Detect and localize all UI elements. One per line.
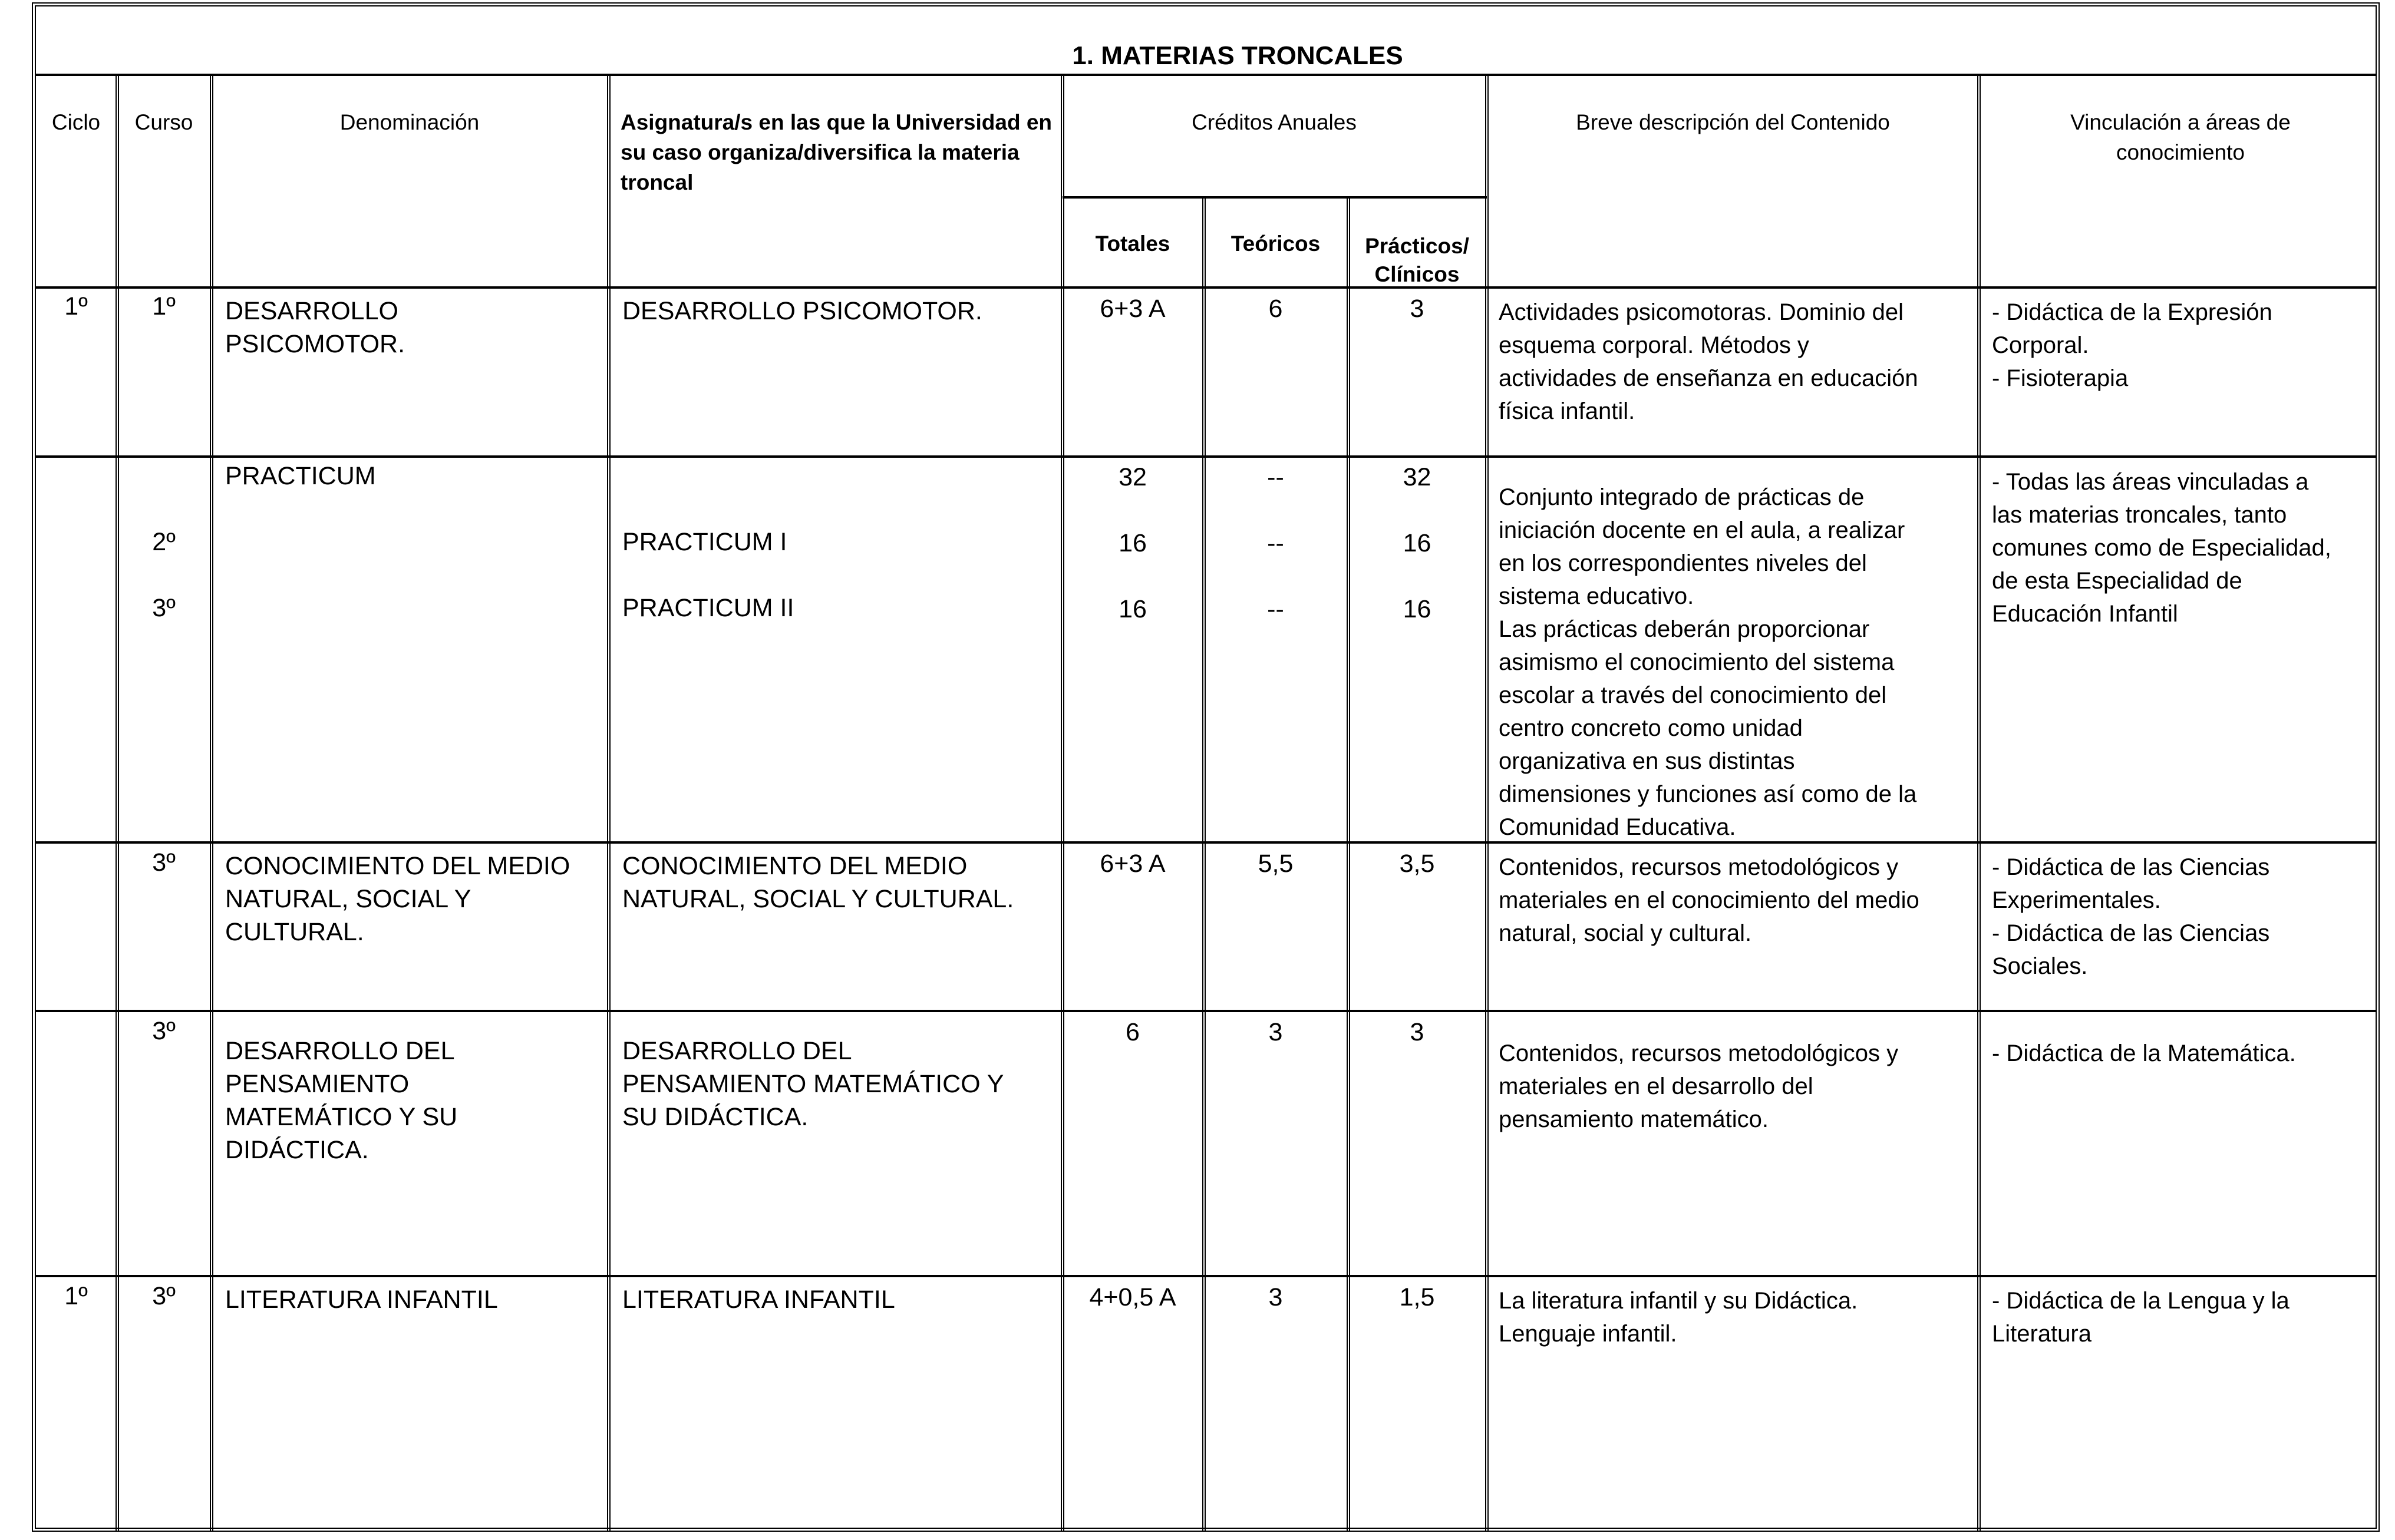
table-row-3-vinculacion: - Didáctica de las Ciencias Experimentales. - Didáctica de las Ciencias Sociales.	[1992, 854, 2270, 979]
table-row-1-totales: 6+3 A	[1100, 295, 1166, 323]
table-row-5-curso: 3º	[152, 1282, 176, 1310]
table-row-3-teoricos: 5,5	[1258, 850, 1294, 878]
table-row-1-denominacion: DESARROLLO PSICOMOTOR.	[225, 297, 405, 358]
table-row-3-descripcion: Contenidos, recursos metodológicos y materiales en el conocimiento del medio natural, social y cultural.	[1499, 854, 1919, 946]
table-row-4-practicos: 3	[1410, 1018, 1424, 1046]
rule-row-1	[35, 455, 2376, 458]
header-creditos: Créditos Anuales	[1192, 110, 1357, 134]
rule-under-title	[35, 74, 2376, 76]
table-row-4-denominacion: DESARROLLO DEL PENSAMIENTO MATEMÁTICO Y SU DIDÁCTICA.	[225, 1037, 458, 1164]
table-row-4-asignatura: DESARROLLO DEL PENSAMIENTO MATEMÁTICO Y SU DIDÁCTICA.	[622, 1037, 1004, 1131]
header-vinculacion: Vinculación a áreas de conocimiento	[2070, 110, 2291, 164]
table-row-4-curso: 3º	[152, 1017, 176, 1045]
table-row-5-ciclo: 1º	[64, 1282, 88, 1310]
col-rule-8	[1977, 74, 1981, 1532]
table-row-3-denominacion: CONOCIMIENTO DEL MEDIO NATURAL, SOCIAL Y CULTURAL.	[225, 852, 570, 946]
table-row-1-practicos: 3	[1410, 295, 1424, 323]
table-row-4-descripcion: Contenidos, recursos metodológicos y materiales en el desarrollo del pensamiento matemático.	[1499, 1040, 1899, 1132]
col-rule-2	[210, 74, 213, 1532]
table-row-2-descripcion: Conjunto integrado de prácticas de iniciación docente en el aula, a realizar en los correspondientes niveles del sistema educativo. Las prácticas deberán proporcionar asimismo el conocimiento del sistema escolar a través del conocimiento del centro concreto como unidad organizativa en sus distintas dimensiones y funciones así como de la Comunidad Educativa.	[1499, 484, 1917, 840]
table-row-2-practicos-1: 32	[1403, 463, 1431, 491]
header-ciclo: Ciclo	[51, 110, 101, 134]
header-curso: Curso	[134, 110, 193, 134]
table-row-2-denominacion: PRACTICUM	[225, 462, 376, 490]
table-row-5-vinculacion: - Didáctica de la Lengua y la Literatura	[1992, 1288, 2290, 1347]
table-row-5-practicos: 1,5	[1399, 1283, 1435, 1311]
col-rule-7	[1485, 74, 1489, 1532]
table-row-5-descripcion: La literatura infantil y su Didáctica. Lenguaje infantil.	[1499, 1288, 1858, 1347]
table-row-1-teoricos: 6	[1268, 295, 1283, 323]
table-row-3-asignatura: CONOCIMIENTO DEL MEDIO NATURAL, SOCIAL Y CULTURAL.	[622, 852, 1014, 913]
table-row-3-practicos: 3,5	[1399, 850, 1435, 878]
table-row-2-teoricos-2: --	[1267, 529, 1284, 557]
table-row-3-curso: 3º	[152, 848, 176, 877]
table-row-1-ciclo: 1º	[64, 292, 88, 320]
col-rule-3	[607, 74, 611, 1532]
table-row-5-totales: 4+0,5 A	[1089, 1283, 1176, 1311]
rule-row-3	[35, 1010, 2376, 1012]
rule-row-4	[35, 1275, 2376, 1277]
table-row-2-practicos-3: 16	[1403, 595, 1431, 623]
table-row-3-totales: 6+3 A	[1100, 850, 1166, 878]
table-row-2-practicos-2: 16	[1403, 529, 1431, 557]
table-row-2-curso-2: 3º	[152, 594, 176, 622]
table-row-2-asignatura-2: PRACTICUM II	[622, 594, 794, 622]
table-row-2-vinculacion: - Todas las áreas vinculadas a las materias troncales, tanto comunes como de Especialidad, de esta Especialidad de Educación Infantil	[1992, 469, 2331, 627]
table-row-2-teoricos-3: --	[1267, 595, 1284, 623]
table-row-5-teoricos: 3	[1268, 1283, 1283, 1311]
rule-row-2	[35, 841, 2376, 844]
header-teoricos: Teóricos	[1231, 232, 1321, 256]
table-row-1-descripcion: Actividades psicomotoras. Dominio del esquema corporal. Métodos y actividades de enseñanza en educación física infantil.	[1499, 299, 1918, 424]
header-asignaturas: Asignatura/s en las que la Universidad en su caso organiza/diversifica la materia troncal	[621, 110, 1053, 194]
header-totales: Totales	[1095, 232, 1170, 256]
table-row-1-curso: 1º	[152, 292, 176, 320]
table-title: 1. MATERIAS TRONCALES	[1072, 41, 1403, 70]
table-row-2-asignatura-1: PRACTICUM I	[622, 528, 787, 556]
table-row-4-vinculacion: - Didáctica de la Matemática.	[1992, 1040, 2296, 1066]
table-row-1-vinculacion: - Didáctica de la Expresión Corporal. - Fisioterapia	[1992, 299, 2272, 391]
table-row-2-totales-3: 16	[1119, 595, 1147, 623]
header-denominacion: Denominación	[339, 110, 480, 134]
table-row-2-totales-1: 32	[1119, 463, 1147, 491]
table-row-4-teoricos: 3	[1268, 1018, 1283, 1046]
table-row-2-teoricos-1: --	[1267, 463, 1284, 491]
table-row-1-asignatura: DESARROLLO PSICOMOTOR.	[622, 297, 982, 325]
table-row-2-curso-1: 2º	[152, 528, 176, 556]
header-practicos: Prácticos/ Clínicos	[1365, 234, 1469, 286]
table-row-5-denominacion: LITERATURA INFANTIL	[225, 1285, 498, 1314]
table-row-5-asignatura: LITERATURA INFANTIL	[622, 1285, 895, 1314]
table-row-4-totales: 6	[1126, 1018, 1140, 1046]
table-row-2-totales-2: 16	[1119, 529, 1147, 557]
header-descripcion: Breve descripción del Contenido	[1576, 110, 1890, 134]
